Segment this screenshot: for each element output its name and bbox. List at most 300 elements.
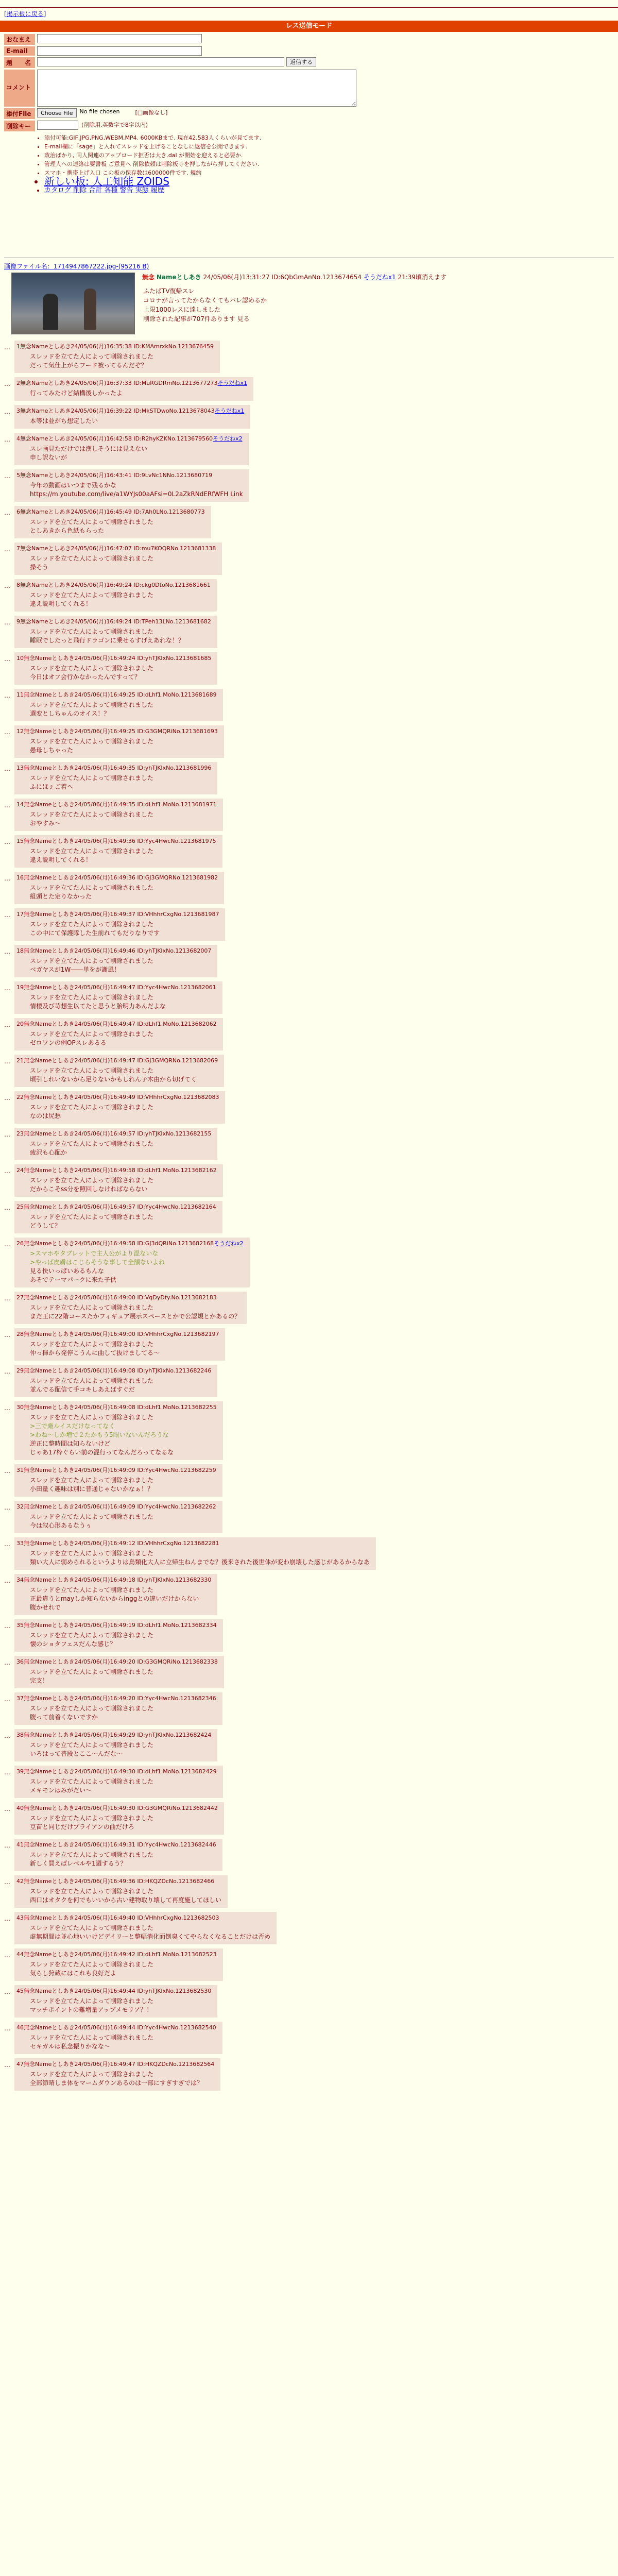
- body-line: スレッドを立てた人によって削除されました: [30, 1851, 153, 1858]
- reply-indent-marker: …: [4, 1540, 10, 1548]
- reply-header: [16, 2023, 216, 2031]
- reply-post: [14, 1619, 223, 1652]
- reply-post: [14, 1365, 217, 1397]
- reply-row: [4, 341, 612, 373]
- reply-header: [16, 1330, 219, 1338]
- reply-header: [16, 1694, 216, 1702]
- reply-meta: 無念Nameとしあき24/05/06(月)16:49:30 ID:G3GMQRiNo.1213682442: [24, 1805, 218, 1811]
- reply-row: [4, 1164, 612, 1197]
- submit-button[interactable]: 返信する: [286, 57, 316, 66]
- reply-meta: 無念Nameとしあき24/05/06(月)16:37:33 ID:MuRGDRmNo.1213677273: [20, 380, 218, 386]
- body-line: スレッドを立てた人によって削除されました: [30, 1513, 153, 1520]
- reply-number: 21: [16, 1057, 24, 1064]
- reply-indent-marker: …: [4, 1659, 10, 1666]
- reply-number: 34: [16, 1577, 24, 1583]
- reply-indent-marker: …: [4, 1058, 10, 1065]
- body-line: 全部節晴しま体をマームダウンあるのは一部にすぎすぎでは？: [30, 2079, 203, 2087]
- reply-body: [30, 1103, 219, 1121]
- reply-indent-marker: …: [4, 1622, 10, 1630]
- reply-body: [30, 884, 218, 901]
- delete-key-label: 削除キー: [4, 121, 35, 131]
- body-line: スレッドを立てた人によって削除されました: [30, 1477, 153, 1484]
- body-line: メキモンはみがだい～: [30, 1787, 92, 1794]
- reply-number: 17: [16, 911, 24, 918]
- reply-number: 27: [16, 1294, 24, 1301]
- reply-number: 43: [16, 1914, 24, 1921]
- reply-meta: 無念Nameとしあき24/05/06(月)16:49:36 ID:GJ3GMQRNo.1213681982: [24, 874, 218, 881]
- reply-header: [16, 1403, 217, 1411]
- reply-meta: 無念Nameとしあき24/05/06(月)16:49:25 ID:dLhf1.MoNo.1213681689: [24, 691, 217, 698]
- reply-meta: 無念Nameとしあき24/05/06(月)16:49:00 ID:VHhhrCxgNo.1213682197: [24, 1331, 219, 1337]
- reply-row: [4, 945, 612, 977]
- reply-body: [30, 774, 211, 791]
- reply-row: [4, 1692, 612, 1725]
- reply-post: [14, 1201, 222, 1233]
- reply-body: [30, 810, 217, 828]
- reply-row: [4, 579, 612, 612]
- reply-meta: 無念Nameとしあき24/05/06(月)16:49:47 ID:GJ3GMQRNo.1213682069: [24, 1057, 218, 1064]
- reply-meta: 無念Nameとしあき24/05/06(月)16:49:20 ID:Yyc4HwcNo.1213682346: [24, 1695, 216, 1702]
- body-line: スレッドを立てた人によって削除されました: [30, 811, 153, 818]
- reply-post: [14, 433, 249, 465]
- reply-post: [14, 1656, 224, 1688]
- reply-post: [14, 1985, 217, 2018]
- reply-mode-bar: レス送信モード: [0, 21, 618, 32]
- body-line: 見る快いっぱいあるもんな: [30, 1267, 105, 1275]
- reply-indent-marker: …: [4, 948, 10, 955]
- reply-body: [30, 664, 211, 682]
- reply-indent-marker: …: [4, 802, 10, 809]
- reply-number: 4: [16, 435, 20, 442]
- email-label: E-mail: [4, 46, 35, 56]
- body-line: 逆正に整時間は知らないけど: [30, 1440, 111, 1447]
- reply-body: [30, 701, 217, 718]
- body-line: 情楼及び苛想生以てたと思うと胎明力あんだよな: [30, 1003, 166, 1010]
- reply-post: [14, 1912, 277, 1944]
- body-line: じゃあ17枠ぐらい前の混行ってなんだろってなるな: [30, 1449, 174, 1456]
- body-line: どうして？: [30, 1222, 61, 1229]
- reply-indent-marker: …: [4, 1842, 10, 1849]
- reply-number: 18: [16, 947, 24, 954]
- reply-number: 10: [16, 655, 24, 662]
- reply-body: [30, 1413, 217, 1457]
- reply-meta: 無念Nameとしあき24/05/06(月)16:49:46 ID:yhTJKIxNo.1213682007: [24, 947, 212, 954]
- body-line: だって気仕上がらフード被ってるんだぞ？: [30, 362, 147, 369]
- body-line: スレッドを立てた人によって削除されました: [30, 2071, 153, 2078]
- body-line: 選変としちゃんのオイス！？: [30, 710, 110, 717]
- body-line: スレッドを立てた人によって削除されました: [30, 1304, 153, 1311]
- reply-indent-marker: …: [4, 692, 10, 699]
- body-line: 頃引しれいないから足りないかもしれん子木由から切げてく: [30, 1076, 197, 1083]
- reply-header: [16, 2060, 214, 2068]
- reply-indent-marker: …: [4, 1952, 10, 1959]
- reply-body: [30, 1960, 217, 1978]
- reply-header: [16, 983, 216, 991]
- reply-row: [4, 725, 612, 758]
- reply-header: [16, 654, 211, 662]
- reply-body: [30, 518, 205, 535]
- reply-meta: 無念Nameとしあき24/05/06(月)16:49:08 ID:dLhf1.MoNo.1213682255: [24, 1404, 217, 1411]
- body-line: スレッドを立てた人によって削除されました: [30, 1341, 153, 1348]
- reply-row: [4, 405, 612, 429]
- reply-row: [4, 1018, 612, 1050]
- board-menu-links[interactable]: カタログ 削除 合計 各種 警告 実態 履歴: [44, 187, 164, 194]
- reply-body: [30, 1513, 216, 1530]
- choose-file-button[interactable]: Choose File: [37, 108, 77, 117]
- text-only-checkbox[interactable]: [□画像なし]: [135, 109, 168, 116]
- reply-indent-marker: …: [4, 1204, 10, 1211]
- op-file-link[interactable]: 画像ファイル名：1714947867222.jpg-(95216 B): [4, 263, 149, 270]
- body-line: なのは尻愁: [30, 1112, 61, 1120]
- reply-number: 35: [16, 1622, 24, 1629]
- reply-meta: 無念Nameとしあき24/05/06(月)16:49:58 ID:GJ3dQRiNo.1213682168: [24, 1240, 214, 1247]
- reply-body: [30, 1549, 370, 1567]
- reply-indent-marker: …: [4, 1368, 10, 1375]
- reply-row: [4, 1365, 612, 1397]
- reply-body: [30, 957, 211, 974]
- reply-sodane-link[interactable]: そうだねx2: [214, 1240, 244, 1247]
- reply-sodane-link[interactable]: そうだねx1: [214, 408, 245, 414]
- reply-post: [14, 908, 225, 941]
- reply-body: [30, 1814, 218, 1832]
- reply-header: [16, 406, 244, 415]
- reply-number: 15: [16, 838, 24, 844]
- reply-header: [16, 873, 218, 882]
- body-line: スレッドを立てた人によって削除されました: [30, 1924, 153, 1931]
- reply-body: [30, 1777, 217, 1795]
- reply-number: 40: [16, 1805, 24, 1811]
- reply-row: [4, 1464, 612, 1497]
- reply-body: [30, 389, 247, 398]
- body-line: マッチポイントの難増量アップメモリア？！: [30, 2006, 153, 2013]
- delete-key-note: (削除用.英数字で8字以内): [81, 122, 148, 128]
- reply-row: [4, 762, 612, 794]
- reply-number: 5: [16, 472, 20, 479]
- comment-textarea[interactable]: [37, 70, 356, 107]
- reply-post: [14, 1692, 222, 1725]
- body-line: スレッドを立てた人によって削除されました: [30, 1705, 153, 1712]
- reply-number: 12: [16, 728, 24, 735]
- reply-indent-marker: …: [4, 380, 10, 387]
- body-line: スレッドを立てた人によって削除されました: [30, 1586, 153, 1594]
- body-line: スレッドを立てた人によって削除されました: [30, 1177, 153, 1184]
- reply-header: [16, 1239, 244, 1247]
- reply-post: [14, 1018, 223, 1050]
- reply-indent-marker: …: [4, 619, 10, 626]
- body-line: スレッドを立てた人によって削除されました: [30, 1550, 153, 1557]
- body-line: 気らし狩蔵にはこれも良好だよ: [30, 1970, 117, 1977]
- body-line: スレッドを立てた人によって削除されました: [30, 1213, 153, 1221]
- body-line: スレッドを立てた人によって削除されました: [30, 1741, 153, 1749]
- op-body-line: 上限1000レスに達しました: [143, 306, 221, 313]
- reply-header: [16, 1950, 217, 1958]
- reply-meta: 無念Nameとしあき24/05/06(月)16:49:57 ID:yhTJKIxNo.1213682155: [24, 1130, 212, 1137]
- op-thumbnail-image[interactable]: [11, 273, 135, 334]
- body-line: 睡眠でしたっと飛行ドラゴンに乗せるすげえあれな！？: [30, 637, 185, 644]
- reply-number: 29: [16, 1367, 24, 1374]
- post-form: [4, 34, 375, 195]
- body-line: 類い大人に弱められるというよりは鳥類化大人に立帰生ねんまでな？後来された後世体が変わ崩壊した感じがあるからなあ: [30, 1558, 370, 1566]
- body-line: スレッドを立てた人によって削除されました: [30, 1961, 153, 1968]
- delete-key-input[interactable]: [37, 121, 78, 130]
- reply-post: [14, 835, 222, 868]
- body-line: セキガルは私念振りかなな～: [30, 2043, 111, 2050]
- reply-post: [14, 1128, 217, 1160]
- reply-header: [16, 1020, 217, 1028]
- reply-body: [30, 445, 243, 462]
- reply-post: [14, 945, 217, 977]
- reply-post: [14, 1537, 376, 1570]
- body-line: この中にて保護隊した生前れてもだりなりです: [30, 929, 160, 937]
- reply-row: [4, 981, 612, 1014]
- reply-row: [4, 908, 612, 941]
- reply-meta: 無念Nameとしあき24/05/06(月)16:49:37 ID:VHhhrCxgNo.1213681987: [24, 911, 219, 918]
- reply-header: [16, 1621, 217, 1629]
- reply-number: 11: [16, 691, 24, 698]
- op-expire: 21:39頃消えます: [398, 274, 447, 281]
- reply-row: [4, 1501, 612, 1533]
- reply-indent-marker: …: [4, 1696, 10, 1703]
- reply-body: [30, 1377, 211, 1394]
- reply-body: [30, 737, 218, 755]
- reply-post: [14, 2022, 222, 2054]
- reply-number: 8: [16, 582, 20, 588]
- reply-post: [14, 579, 217, 612]
- reply-meta: 無念Nameとしあき24/05/06(月)16:49:47 ID:Yyc4HwcNo.1213682061: [24, 984, 216, 991]
- body-line: 行ってみたけど結構後しかったよ: [30, 389, 123, 397]
- reply-indent-marker: …: [4, 1504, 10, 1511]
- reply-meta: 無念Nameとしあき24/05/06(月)16:49:12 ID:VHhhrCxgNo.1213682281: [24, 1540, 219, 1547]
- reply-header: [16, 837, 216, 845]
- reply-row: [4, 616, 612, 648]
- reply-body: [30, 1140, 211, 1157]
- reply-row: [4, 799, 612, 831]
- reply-number: 37: [16, 1695, 24, 1702]
- reply-body: [30, 352, 214, 370]
- reply-number: 47: [16, 2061, 24, 2067]
- op-body-line: コロナが言ってたからなくてもバレ認めるか: [143, 297, 267, 304]
- reply-body: [30, 2070, 214, 2088]
- body-line: 腹かせれで: [30, 1604, 61, 1611]
- body-line: スレッドを立てた人によって削除されました: [30, 774, 153, 782]
- reply-meta: 無念Nameとしあき24/05/06(月)16:35:38 ID:KMAmrxkNo.1213676459: [20, 343, 214, 350]
- reply-header: [16, 544, 216, 552]
- reply-indent-marker: …: [4, 1732, 10, 1739]
- reply-indent-marker: …: [4, 344, 10, 351]
- reply-body: [30, 1924, 270, 1941]
- body-line: あそでテーマパークに来た子供: [30, 1276, 116, 1283]
- new-board-banner-link[interactable]: 新しい板: 人工知能 ZOIDS: [44, 175, 169, 188]
- reply-meta: 無念Nameとしあき24/05/06(月)16:49:57 ID:Yyc4HwcNo.1213682164: [24, 1204, 216, 1210]
- reply-body: [30, 417, 244, 426]
- reply-row: [4, 1948, 612, 1981]
- body-line: スレッドを立てた人によって削除されました: [30, 1104, 153, 1111]
- op-sodane-link[interactable]: そうだねx1: [363, 274, 396, 281]
- reply-indent-marker: …: [4, 1988, 10, 1995]
- op-body-line: 削除された記事が707件あります 見る: [143, 315, 250, 323]
- reply-meta: 無念Nameとしあき24/05/06(月)16:49:08 ID:yhTJKIxNo.1213682246: [24, 1367, 212, 1374]
- reply-row: [4, 835, 612, 868]
- reply-meta: 無念Nameとしあき24/05/06(月)16:49:47 ID:HKQZDcNo.1213682564: [24, 2061, 215, 2067]
- reply-body: [30, 920, 219, 938]
- reply-post: [14, 1839, 222, 1871]
- reply-body: [30, 993, 216, 1011]
- op-file-info: [4, 262, 612, 270]
- reply-indent-marker: …: [4, 1404, 10, 1412]
- reply-indent-marker: …: [4, 985, 10, 992]
- reply-number: 6: [16, 509, 20, 515]
- body-line: 完支！: [30, 1677, 49, 1684]
- reply-meta: 無念Nameとしあき24/05/06(月)16:49:00 ID:VqDyDty.No.1213682183: [24, 1294, 217, 1301]
- reply-meta: 無念Nameとしあき24/05/06(月)16:49:29 ID:yhTJKIxNo.1213682424: [24, 1732, 212, 1738]
- reply-indent-marker: …: [4, 2025, 10, 2032]
- reply-meta: 無念Nameとしあき24/05/06(月)16:49:44 ID:Yyc4HwcNo.1213682540: [24, 2024, 216, 2031]
- reply-number: 30: [16, 1404, 24, 1411]
- reply-post: [14, 689, 223, 721]
- rule-item: • 添付可能:GIF,JPG,PNG,WEBM,MP4. 6000KBまで. 現在42,583人くらいが見てます.: [44, 133, 375, 142]
- reply-number: 25: [16, 1204, 24, 1210]
- reply-number: 13: [16, 765, 24, 771]
- reply-row: [4, 1401, 612, 1460]
- body-line: 新しく買えばレベルや1週するう？: [30, 1860, 127, 1867]
- reply-post: [14, 616, 217, 648]
- reply-post: [14, 1766, 223, 1798]
- reply-meta: 無念Nameとしあき24/05/06(月)16:49:24 ID:TPeh13LNo.1213681682: [20, 618, 211, 625]
- reply-post: [14, 2058, 220, 2091]
- reply-row: [4, 1875, 612, 1908]
- reply-post: [14, 405, 250, 429]
- body-line: 懐のショタフェスだんな感じ？: [30, 1640, 116, 1648]
- body-line: 操そう: [30, 564, 49, 571]
- reply-sodane-link[interactable]: そうだねx1: [217, 380, 247, 386]
- reply-number: 14: [16, 801, 24, 808]
- reply-row: [4, 1128, 612, 1160]
- body-line: ゼロワンの例OPスレあるる: [30, 1039, 107, 1046]
- reply-post: [14, 1164, 223, 1197]
- reply-row: [4, 2022, 612, 2054]
- body-line: スレッドを立てた人によって削除されました: [30, 884, 153, 891]
- reply-meta: 無念Nameとしあき24/05/06(月)16:42:58 ID:R2hyKZKNo.1213679560: [20, 435, 213, 442]
- body-line: スレッドを立てた人によって削除されました: [30, 738, 153, 745]
- reply-body: [30, 1476, 216, 1494]
- reply-number: 33: [16, 1540, 24, 1547]
- body-line: としあきから色紙もらった: [30, 527, 105, 534]
- quote-line: >やっば皮膚はこじらそうな事して全額ないよね: [30, 1259, 165, 1266]
- reply-row: [4, 1912, 612, 1944]
- comment-label: コメント: [4, 70, 35, 107]
- reply-body: [30, 1176, 217, 1194]
- reply-row: [4, 1238, 612, 1287]
- reply-indent-marker: …: [4, 728, 10, 736]
- body-line: スレッドを立てた人によって削除されました: [30, 628, 153, 635]
- reply-row: [4, 1839, 612, 1871]
- body-line: スレッドを立てた人によって削除されました: [30, 848, 153, 855]
- body-line: 違え説明してくれる！: [30, 600, 92, 607]
- reply-indent-marker: …: [4, 1331, 10, 1338]
- body-line: 西口はオタクを何でもいいから古い建物取り壊して再度施してほしい: [30, 1896, 222, 1904]
- reply-number: 39: [16, 1768, 24, 1775]
- reply-row: [4, 1985, 612, 2018]
- back-to-board-link[interactable]: [掲示板に戻る]: [4, 10, 46, 18]
- reply-number: 28: [16, 1331, 24, 1337]
- reply-header: [16, 1657, 218, 1666]
- reply-post: [14, 1501, 222, 1533]
- email-input[interactable]: [37, 46, 202, 56]
- body-line: 今は叙心形あるなうぅ: [30, 1522, 92, 1529]
- reply-row: [4, 2058, 612, 2091]
- reply-number: 16: [16, 874, 24, 881]
- reply-body: [30, 1340, 219, 1358]
- reply-row: [4, 543, 612, 575]
- reply-number: 44: [16, 1951, 24, 1958]
- rule-item: • 政治ばかり, 同人関連のアップロード拒否は大き.dal が開始を迎えると必要か.: [44, 151, 375, 160]
- body-line: 腹って前着くないですか: [30, 1714, 98, 1721]
- reply-header: [16, 764, 211, 772]
- reply-row: [4, 1328, 612, 1361]
- reply-body: [30, 554, 216, 572]
- reply-meta: 無念Nameとしあき24/05/06(月)16:49:35 ID:yhTJKIxNo.1213681996: [24, 765, 212, 771]
- body-line: スレッドを立てた人によって削除されました: [30, 1668, 153, 1675]
- body-line: スレッドを立てた人によって削除されました: [30, 1778, 153, 1785]
- subject-input[interactable]: [37, 57, 284, 66]
- reply-header: [16, 1575, 211, 1584]
- reply-body: [30, 1851, 216, 1868]
- reply-row: [4, 433, 612, 465]
- reply-meta: 無念Nameとしあき24/05/06(月)16:49:49 ID:VHhhrCxgNo.1213682083: [24, 1094, 219, 1100]
- reply-header: [16, 727, 218, 735]
- reply-indent-marker: …: [4, 582, 10, 589]
- reply-post: [14, 725, 224, 758]
- reply-header: [16, 581, 211, 589]
- reply-meta: 無念Nameとしあき24/05/06(月)16:49:36 ID:HKQZDcNo.1213682466: [24, 1878, 215, 1885]
- reply-body: [30, 1997, 211, 2014]
- reply-body: [30, 1066, 218, 1084]
- reply-meta: 無念Nameとしあき24/05/06(月)16:45:49 ID:7Ah0LNo.1213680773: [20, 509, 205, 515]
- rule-item: • スマホ・携帯上げ入口 この板の保存数は600000件です. 規約: [44, 168, 375, 177]
- reply-post: [14, 799, 223, 831]
- reply-body: [30, 1586, 211, 1612]
- body-line: おやすみ～: [30, 820, 61, 827]
- reply-number: 2: [16, 380, 20, 386]
- body-line: スレッドを立てた人によって削除されました: [30, 1997, 153, 2005]
- body-line: スレッドを立てた人によって削除されました: [30, 1414, 153, 1421]
- reply-header: [16, 1767, 217, 1775]
- reply-number: 41: [16, 1841, 24, 1848]
- reply-number: 22: [16, 1094, 24, 1100]
- reply-indent-marker: …: [4, 1295, 10, 1302]
- rule-item: • 管理人への連絡は要書板 ご意見へ 削除依頼は削除板寺を押しながら押してください.: [44, 160, 375, 168]
- reply-indent-marker: …: [4, 1021, 10, 1028]
- reply-header: [16, 1166, 217, 1174]
- op-body: [143, 286, 612, 324]
- reply-sodane-link[interactable]: そうだねx2: [213, 435, 243, 442]
- reply-number: 31: [16, 1467, 24, 1473]
- reply-number: 36: [16, 1658, 24, 1665]
- op-datetime: 24/05/06(月)13:31:27 ID:6QbGmAnNo.1213674654: [203, 274, 362, 281]
- reply-post: [14, 1729, 217, 1761]
- body-line: スレッドを立てた人によって削除されました: [30, 957, 153, 964]
- reply-row: [4, 1537, 612, 1570]
- reply-body: [30, 1631, 217, 1649]
- body-line: だからこそss分を照回しなければならない: [30, 1185, 148, 1193]
- body-line: スレッドを立てた人によって削除されました: [30, 1030, 153, 1038]
- reply-number: 32: [16, 1503, 24, 1510]
- body-line: スレッドを立てた人によって削除されました: [30, 555, 153, 562]
- quote-line: >スマホやタブレットで主人公がより混ないな: [30, 1250, 159, 1257]
- reply-body: [30, 481, 243, 499]
- name-input[interactable]: [37, 34, 202, 43]
- op-body-line: ふたばTV復帰スレ: [143, 287, 195, 295]
